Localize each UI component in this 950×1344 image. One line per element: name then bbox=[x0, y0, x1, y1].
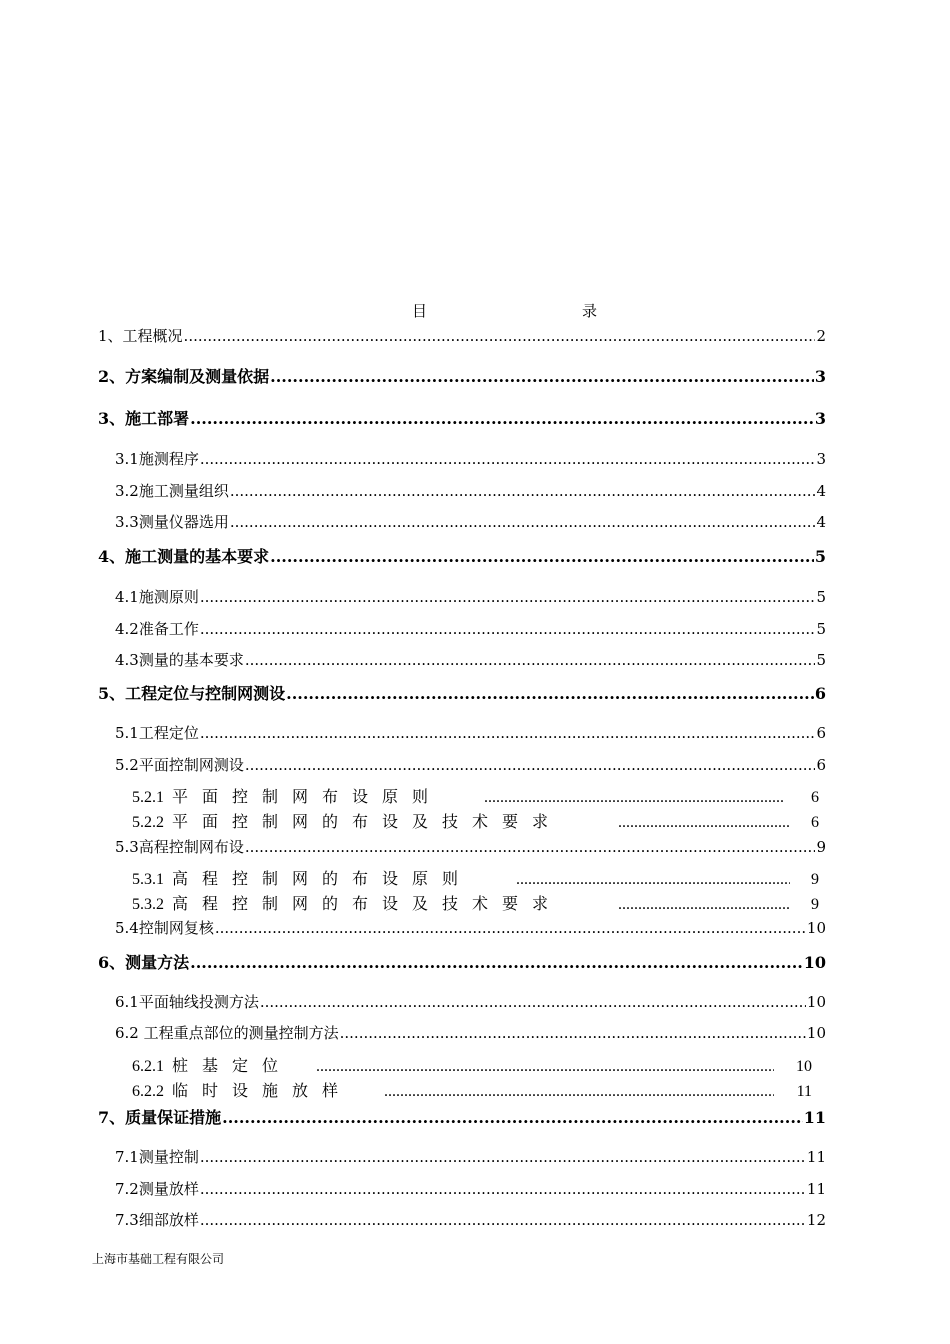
toc-leader-dots bbox=[245, 649, 816, 671]
toc-leader-dots bbox=[245, 754, 816, 776]
toc-leader-dots bbox=[618, 894, 790, 916]
toc-subsection-entry[interactable] bbox=[115, 917, 826, 939]
toc-entry-text: 4.2准备工作 bbox=[115, 620, 199, 638]
toc-leader-dots bbox=[340, 1022, 806, 1044]
toc-title bbox=[412, 300, 597, 320]
toc-page-number: 11 bbox=[806, 1148, 826, 1166]
toc-leader-dots bbox=[222, 1107, 803, 1129]
toc-leader-dots bbox=[270, 366, 814, 388]
toc-page-number: 10 bbox=[796, 1058, 812, 1075]
toc-leader-dots bbox=[184, 325, 816, 347]
toc-subsection-entry[interactable] bbox=[115, 722, 826, 744]
toc-entry-text: 平面控制网布设原则 bbox=[172, 789, 443, 806]
toc-entry-number: 5.3.1 bbox=[132, 871, 164, 888]
toc-page-number: 9 bbox=[816, 838, 826, 856]
toc-section-entry[interactable] bbox=[98, 408, 826, 430]
toc-subsection-entry[interactable] bbox=[115, 649, 826, 671]
toc-page-number: 3 bbox=[816, 450, 826, 468]
toc-leader-dots bbox=[286, 683, 814, 705]
toc-entry-text: 高程控制网的布设原则 bbox=[172, 871, 473, 888]
toc-entry-text: 7.3细部放样 bbox=[115, 1211, 199, 1229]
toc-subentry-5.3.1[interactable] bbox=[132, 869, 472, 891]
toc-subentry-5.3.2[interactable] bbox=[132, 894, 562, 916]
toc-subentry-6.2.2[interactable] bbox=[132, 1081, 352, 1103]
toc-subentry-6.2.1[interactable] bbox=[132, 1056, 292, 1078]
toc-entry-text: 4.3测量的基本要求 bbox=[115, 651, 244, 669]
toc-entry-text: 5.2平面控制网测设 bbox=[115, 756, 244, 774]
toc-page-number: 5 bbox=[816, 620, 826, 638]
toc-entry-text: 3、施工部署 bbox=[98, 409, 190, 428]
toc-title-right: 录 bbox=[581, 302, 597, 320]
toc-page-number: 6 bbox=[811, 814, 819, 831]
toc-leader-dots bbox=[200, 722, 816, 744]
toc-leader-dots bbox=[484, 787, 784, 809]
toc-page-number: 6 bbox=[811, 789, 819, 806]
toc-subsection-entry[interactable] bbox=[115, 836, 826, 858]
toc-entry-text: 高程控制网的布设及技术要求 bbox=[172, 896, 563, 913]
toc-entry-text: 3.3测量仪器选用 bbox=[115, 513, 229, 531]
toc-leader-dots bbox=[200, 618, 816, 640]
toc-entry-number: 6.2.1 bbox=[132, 1058, 164, 1075]
toc-page-number: 5 bbox=[816, 651, 826, 669]
toc-subsection-entry[interactable] bbox=[115, 1022, 826, 1044]
toc-page-number: 6 bbox=[816, 724, 826, 742]
toc-entry-number: 5.2.2 bbox=[132, 814, 164, 831]
toc-leader-dots bbox=[230, 480, 816, 502]
toc-section-entry[interactable] bbox=[98, 546, 826, 568]
toc-leader-dots bbox=[215, 917, 806, 939]
toc-entry-text: 7、质量保证措施 bbox=[98, 1108, 222, 1127]
toc-entry-text: 平面控制网的布设及技术要求 bbox=[172, 814, 563, 831]
toc-page-number: 11 bbox=[806, 1180, 826, 1198]
toc-leader-dots bbox=[384, 1081, 774, 1103]
toc-section-entry[interactable] bbox=[98, 325, 826, 347]
toc-entry-text: 7.2测量放样 bbox=[115, 1180, 199, 1198]
toc-page-number: 10 bbox=[806, 919, 826, 937]
toc-entry-text: 6.2 工程重点部位的测量控制方法 bbox=[115, 1024, 339, 1042]
toc-page-number: 4 bbox=[816, 482, 826, 500]
toc-subsection-entry[interactable] bbox=[115, 480, 826, 502]
toc-section-entry[interactable] bbox=[98, 683, 826, 705]
toc-subsection-entry[interactable] bbox=[115, 754, 826, 776]
toc-subsection-entry[interactable] bbox=[115, 586, 826, 608]
toc-entry-text: 6、测量方法 bbox=[98, 953, 190, 972]
company-footer: 上海市基础工程有限公司 bbox=[92, 1252, 225, 1266]
toc-entry-text: 7.1测量控制 bbox=[115, 1148, 199, 1166]
toc-page-number: 12 bbox=[806, 1211, 826, 1229]
toc-page-number: 4 bbox=[816, 513, 826, 531]
toc-entry-number: 6.2.2 bbox=[132, 1083, 164, 1100]
toc-leader-dots bbox=[245, 836, 816, 858]
toc-page-number: 2 bbox=[816, 327, 826, 345]
toc-page-number: 5 bbox=[814, 547, 826, 566]
toc-page-number: 6 bbox=[816, 756, 826, 774]
toc-subsection-entry[interactable] bbox=[115, 1178, 826, 1200]
toc-entry-text: 2、方案编制及测量依据 bbox=[98, 367, 270, 386]
toc-leader-dots bbox=[618, 812, 790, 834]
toc-entry-text: 桩基定位 bbox=[172, 1058, 293, 1075]
toc-leader-dots bbox=[316, 1056, 774, 1078]
toc-page-number: 11 bbox=[796, 1083, 812, 1100]
toc-leader-dots bbox=[516, 869, 790, 891]
toc-leader-dots bbox=[200, 1178, 806, 1200]
toc-title-left: 目 bbox=[412, 302, 428, 320]
toc-subsection-entry[interactable] bbox=[115, 618, 826, 640]
toc-leader-dots bbox=[200, 1209, 806, 1231]
toc-subentry-5.2.2[interactable] bbox=[132, 812, 562, 834]
toc-entry-text: 1、工程概况 bbox=[98, 327, 183, 345]
toc-entry-text: 5.4控制网复核 bbox=[115, 919, 214, 937]
toc-entry-text: 5.1工程定位 bbox=[115, 724, 199, 742]
toc-page-number: 10 bbox=[806, 1024, 826, 1042]
toc-leader-dots bbox=[260, 991, 806, 1013]
toc-page-number: 10 bbox=[803, 953, 826, 972]
toc-subsection-entry[interactable] bbox=[115, 1146, 826, 1168]
toc-entry-text: 4、施工测量的基本要求 bbox=[98, 547, 270, 566]
toc-section-entry[interactable] bbox=[98, 1107, 826, 1129]
toc-subentry-5.2.1[interactable] bbox=[132, 787, 442, 809]
toc-subsection-entry[interactable] bbox=[115, 1209, 826, 1231]
toc-entry-text: 3.2施工测量组织 bbox=[115, 482, 229, 500]
toc-section-entry[interactable] bbox=[98, 952, 826, 974]
toc-leader-dots bbox=[190, 408, 814, 430]
toc-subsection-entry[interactable] bbox=[115, 511, 826, 533]
toc-entry-number: 5.2.1 bbox=[132, 789, 164, 806]
toc-entry-text: 6.1平面轴线投测方法 bbox=[115, 993, 259, 1011]
toc-leader-dots bbox=[200, 1146, 806, 1168]
toc-leader-dots bbox=[230, 511, 816, 533]
toc-entry-text: 5、工程定位与控制网测设 bbox=[98, 684, 286, 703]
toc-leader-dots bbox=[190, 952, 803, 974]
toc-subsection-entry[interactable] bbox=[115, 448, 826, 470]
toc-leader-dots bbox=[200, 448, 816, 470]
toc-page-number: 11 bbox=[803, 1108, 826, 1127]
toc-entry-text: 5.3高程控制网布设 bbox=[115, 838, 244, 856]
toc-subsection-entry[interactable] bbox=[115, 991, 826, 1013]
toc-entry-number: 5.3.2 bbox=[132, 896, 164, 913]
toc-page-number: 9 bbox=[811, 896, 819, 913]
toc-page-number: 5 bbox=[816, 588, 826, 606]
toc-entry-text: 3.1施测程序 bbox=[115, 450, 199, 468]
toc-entry-text: 4.1施测原则 bbox=[115, 588, 199, 606]
toc-page-number: 3 bbox=[814, 367, 826, 386]
toc-page-number: 3 bbox=[814, 409, 826, 428]
toc-page-number: 10 bbox=[806, 993, 826, 1011]
toc-page-number: 9 bbox=[811, 871, 819, 888]
toc-entry-text: 临时设施放样 bbox=[172, 1083, 353, 1100]
toc-leader-dots bbox=[200, 586, 816, 608]
toc-page-number: 6 bbox=[814, 684, 826, 703]
toc-leader-dots bbox=[270, 546, 814, 568]
toc-section-entry[interactable] bbox=[98, 366, 826, 388]
